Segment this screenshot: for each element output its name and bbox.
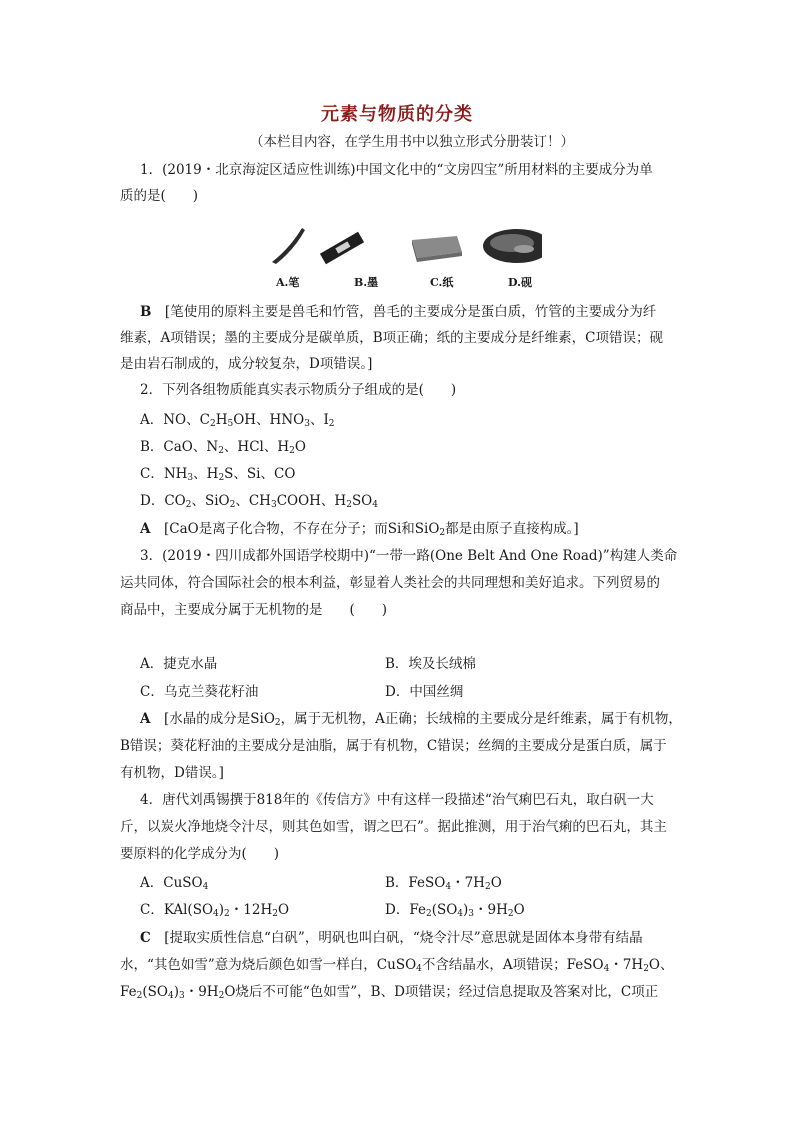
q2-answer-letter: A xyxy=(140,521,151,537)
q1-caption-b: B.墨 xyxy=(354,276,379,289)
page-subtitle: （本栏目内容，在学生用书中以独立形式分册装订！） xyxy=(250,134,574,150)
q3-explanation-line2: B错误；葵花籽油的主要成分是油脂，属于有机物，C错误；丝绸的主要成分是蛋白质，属于 xyxy=(120,738,667,754)
q1-stem-line1: 1．(2019・北京海淀区适应性训练)中国文化中的“文房四宝”所用材料的主要成分为单 xyxy=(140,162,653,178)
brush-icon xyxy=(272,228,305,264)
q1-caption-a: A.笔 xyxy=(276,276,300,289)
q4-stem-line1: 4．唐代刘禹锡撰于818年的《传信方》中有这样一段描述“治气痢巴石丸，取白矾一大 xyxy=(140,792,654,808)
q4-stem-line2: 斤，以炭火净地烧令汁尽，则其色如雪，谓之巴石”。据此推测，用于治气痢的巴石丸，其主 xyxy=(120,819,667,835)
q1-caption-c: C.纸 xyxy=(430,276,454,289)
q1-explanation-line3: 是由岩石制成的，成分较复杂，D项错误。] xyxy=(120,356,373,372)
q4-option-d: D．$Fe_2(SO_4)_3$・$9H_2O$ xyxy=(385,902,525,919)
q4-option-a: A．CuSO$_4$ xyxy=(140,875,209,892)
page-title: 元素与物质的分类 xyxy=(321,104,473,125)
ink-stick-icon xyxy=(320,232,364,264)
q1-explanation-line2: 维素，A项错误；墨的主要成分是碳单质，B项正确；纸的主要成分是纤维素，C项错误；砚 xyxy=(120,330,663,346)
q3-stem-line3: 商品中，主要成分属于无机物的是 ( ) xyxy=(120,602,388,618)
q2-option-d: D．$CO_2$、SiO$_2$、$CH_3COOH$、$H_2SO_4$ xyxy=(140,493,378,510)
paper-icon xyxy=(412,236,462,262)
q4-explanation-line2: 水，“其色如雪”意为烧后颜色如雪一样白，CuSO$_4$不含结晶水，A项错误；FeSO$_4$・$7H_2O$、 xyxy=(120,957,674,974)
q2-option-a: A．NO、$C_2H_5OH$、$HNO_3$、$I_2$ xyxy=(140,412,335,429)
q4-explanation-line1: C [提取实质性信息“白矾”，明矾也叫白矾，“烧令汁尽”意思就是固体本身带有结晶 xyxy=(140,930,643,946)
q4-answer-letter: C xyxy=(140,930,151,946)
q3-explanation-line1: A [水晶的成分是SiO$_2$，属于无机物，A正确；长绒棉的主要成分是纤维素，属于有机物， xyxy=(140,711,682,728)
q1-explanation-line1 xyxy=(140,302,656,322)
q4-stem-line3: 要原料的化学成分为( ) xyxy=(120,846,280,862)
q4-option-b: B．FeSO$_4$・$7H_2O$ xyxy=(385,875,502,892)
q1-exp1-text: [笔使用的原料主要是兽毛和竹管，兽毛的主要成分是蛋白质，竹管的主要成分为纤 xyxy=(151,304,657,320)
q3-option-c: C．乌克兰葵花籽油 xyxy=(140,684,259,700)
q3-option-a: A．捷克水晶 xyxy=(140,656,218,672)
q4-explanation-line3: $Fe_2(SO_4)_3$・$9H_2O$烧后不可能“色如雪”，B、D项错误；经过信息提取及答案对比，C项正 xyxy=(120,984,659,1001)
q2-explanation: A [CaO是离子化合物，不存在分子；而Si和SiO$_2$都是由原子直接构成。] xyxy=(140,521,579,538)
q3-option-d: D．中国丝绸 xyxy=(385,684,464,700)
q3-answer-letter: A xyxy=(140,711,151,727)
q3-option-b: B．埃及长绒棉 xyxy=(385,656,476,672)
q2-option-c: C．$NH_3$、$H_2S$、Si、CO xyxy=(140,466,296,483)
q1-figure-images xyxy=(262,218,542,272)
q3-stem-line1: 3．(2019・四川成都外国语学校期中)“一带一路(One Belt And One Road)”构建人类命 xyxy=(140,548,678,564)
q3-stem-line2: 运共同体，符合国际社会的根本利益，彰显着人类社会的共同理想和美好追求。下列贸易的 xyxy=(120,575,660,591)
q1-answer-letter: B xyxy=(140,304,152,320)
q1-figure xyxy=(262,218,542,298)
inkstone-icon xyxy=(483,229,542,263)
q4-option-c: C．$KAl(SO_4)_2$・$12H_2O$ xyxy=(140,902,290,919)
q1-stem-line2: 质的是( ) xyxy=(120,188,199,204)
q2-stem: 2．下列各组物质能真实表示物质分子组成的是( ) xyxy=(140,382,457,398)
q3-explanation-line3: 有机物，D错误。] xyxy=(120,765,224,781)
q1-caption-d: D.砚 xyxy=(508,276,532,289)
q2-option-b: B．CaO、$N_2$、HCl、$H_2O$ xyxy=(140,439,306,456)
